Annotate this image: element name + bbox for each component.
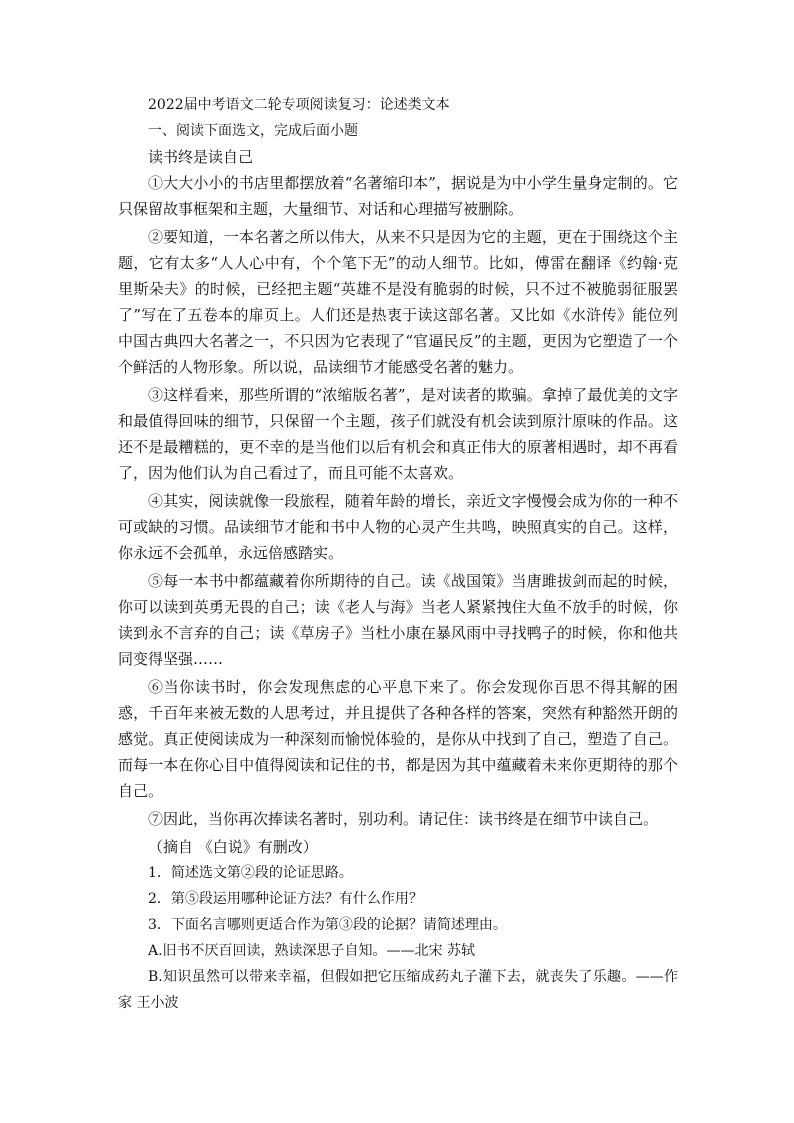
paragraph-6: ⑥当你读书时，你会发现焦虑的心平息下来了。你会发现你百思不得其解的困惑，千百年来被无数的人思考过，并且提供了各种各样的答案，突然有种豁然开朗的感觉。真正使阅读成为一种深刻而愉悦体验的，是你从中找到了自己，塑造了自己。而每一本在你心目中值得阅读和记住的书，都是因为其中蕴藏着未来你更期待的那个自己。 xyxy=(118,678,678,800)
option-b: B.知识虽然可以带来幸福，但假如把它压缩成药丸子灌下去，就丧失了乐趣。——作家 王小波 xyxy=(118,969,678,1011)
section-title: 一、阅读下面选文，完成后面小题 xyxy=(148,123,358,139)
question-1: 1．简述选文第②段的论证思路。 xyxy=(148,865,353,881)
paragraph-4: ④其实，阅读就像一段旅程，随着年龄的增长，亲近文字慢慢会成为你的一种不可或缺的习惯。品读细节才能和书中人物的心灵产生共鸣，映照真实的自己。这样，你永远不会孤单，永远倍感踏实。 xyxy=(118,492,678,562)
question-3: 3．下面名言哪则更适合作为第③段的论据？请简述理由。 xyxy=(148,917,507,933)
option-a: A.旧书不厌百回读，熟读深思子自知。——北宋 苏轼 xyxy=(148,943,476,959)
paragraph-3: ③这样看来，那些所谓的“浓缩版名著”，是对读者的欺骗。拿掉了最优美的文字和最值得回味的细节，只保留一个主题，孩子们就没有机会读到原汁原味的作品。这还不是最糟糕的，更不幸的是当他们以后有机会和真正伟大的原著相遇时，却不再看了，因为他们认为自己看过了，而且可能不太喜欢。 xyxy=(118,386,678,482)
paragraph-1: ①大大小小的书店里都摆放着“名著缩印本”，据说是为中小学生量身定制的。它只保留故事框架和主题，大量细节、对话和心理描写被删除。 xyxy=(118,174,678,218)
paragraph-5: ⑤每一本书中都蕴藏着你所期待的自己。读《战国策》当唐雎拔剑而起的时候，你可以读到英勇无畏的自己；读《老人与海》当老人紧紧拽住大鱼不放手的时候，你读到永不言弃的自己；读《草房子》当杜小康在暴风雨中寻找鸭子的时候，你和他共同变得坚强…… xyxy=(118,572,678,668)
article-title: 读书终是读自己 xyxy=(148,148,254,166)
paragraph-7: ⑦因此，当你再次捧读名著时，别功利。请记住：读书终是在细节中读自己。 xyxy=(148,810,659,828)
document-page xyxy=(118,92,678,1016)
paragraph-2: ②要知道，一本名著之所以伟大，从来不只是因为它的主题，更在于围绕这个主题，它有太多“人人心中有，个个笔下无”的动人细节。比如，傅雷在翻译《约翰·克里斯朵夫》的时候，已经把主题“英雄不是没有脆弱的时候，只不过不被脆弱征服罢了”写在了五卷本的扉页上。人们还是热衷于读这部名著。又比如《水浒传》能位列中国古典四大名著之一，不只因为它表现了“官逼民反”的主题，更因为它塑造了一个个鲜活的人物形象。所以说，品读细节才能感受名著的魅力。 xyxy=(118,228,678,376)
question-2: 2．第⑤段运用哪种论证方法？有什么作用？ xyxy=(148,891,423,907)
document-header: 2022届中考语文二轮专项阅读复习：论述类文本 xyxy=(148,97,450,113)
source-note: （摘自 《白说》有删改） xyxy=(148,838,318,856)
